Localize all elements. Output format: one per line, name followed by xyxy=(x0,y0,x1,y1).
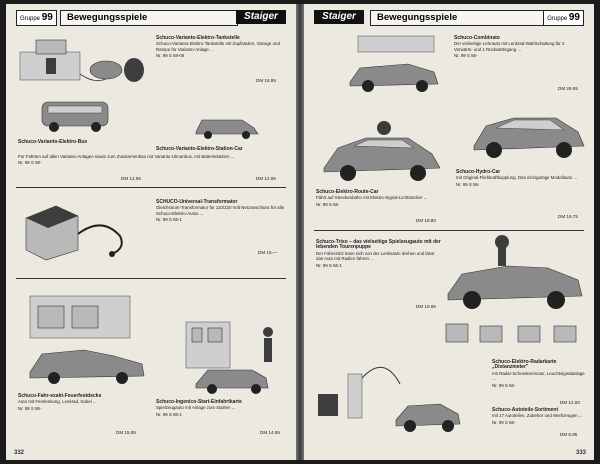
route-car-image xyxy=(318,116,448,186)
divider xyxy=(16,278,286,279)
item-block: Schuco-Varianto-Elektro-Station-Car xyxy=(156,146,243,152)
item-price: DM 14.95 xyxy=(260,430,280,435)
item-block: Schuco-Autoteile-Sortiment mit 17 Autoteilen, Zubehör und Werkzeugen ... Nr. 99 S 56- xyxy=(492,407,583,425)
item-block: Schuco-Fahr-exakt-Feuerfestdecke Auto mit Fernlenkung, Lenkrad, Kabel ... Nr. 99 S 86- xyxy=(18,393,102,411)
item-description: Für Fahrten auf allen Varianto-Anlagen sowie zum Zusammenbau mit Varianto-Ulrnanbox, mit Batteriekästen ... Nr. 99 S 58- xyxy=(18,154,235,166)
item-block: Schuco-Trixo – das vielseitige Spielzeugauto mit der lebenden Tourenpuppe Der Fahrersitz kann sich von der Lenksäule drehen und lässt das Auto mit Radien fahren ... Nr. 99 S 56-1 xyxy=(316,239,441,268)
group-box: Gruppe 99 xyxy=(543,10,584,26)
boxed-car-image xyxy=(24,294,152,390)
item-block: Schuco-Varianto-Elektro-Bus xyxy=(18,139,88,145)
bus-toy-image xyxy=(36,96,114,136)
staiger-logo: Staiger xyxy=(314,10,364,24)
group-box: Gruppe 99 xyxy=(16,10,57,26)
item-price: DM 12.95 xyxy=(256,176,276,181)
right-page xyxy=(304,4,594,460)
item-block: Schuco-Ingenico-Start-Einfahrtkarte Spielzeugauto mit Anlage zum Starten ... Nr. 99 S 86-1 xyxy=(156,399,242,417)
left-page xyxy=(6,4,296,460)
item-block: Schuco-Elektro-Radarkarte „Distanzmeter" mit Radar-Schrankenmotor, Leuchtsignalanlage ... Nr. 99 S 56- xyxy=(492,359,585,388)
item-price: DM 15.95 xyxy=(116,430,136,435)
page-number: 333 xyxy=(575,450,586,456)
item-price: DM 8.95 xyxy=(560,432,578,437)
right-page-header xyxy=(314,10,584,26)
item-block: SCHUCO-Universal-Transformator Gleichstrom-Transformator für 110/220 Volt Netzanschluss für alle Schuco-Elektro-Autos ... Nr. 99 S 65-1 xyxy=(156,199,285,223)
divider xyxy=(16,187,286,188)
radar-set-image xyxy=(314,354,464,444)
page-title: Bewegungsspiele xyxy=(60,10,238,26)
catalog-spread xyxy=(6,4,594,460)
convertible-toy-image xyxy=(344,34,444,94)
station-car-toy-image xyxy=(192,112,262,142)
item-block: Schuco-Hydro-Car mit Original-Fliehkraftkupplung. Das einzigartige Modellauto ... Nr. 99 S 56- xyxy=(456,169,578,187)
gas-station-toy-image xyxy=(16,34,156,90)
item-block: Schuco-Varianto-Elektro-Tankstelle Schuco-Varianto-Elektro-Tankstelle mit Zapfsäulen, Garage und Rampe für Varianto-Anlage ... Nr. 99 S 58-06 xyxy=(156,35,280,59)
hydro-car-image xyxy=(470,100,588,166)
item-price: DM 18.95 xyxy=(256,78,276,83)
transformer-image xyxy=(16,196,136,266)
trixo-car-image xyxy=(444,230,588,350)
item-price: DM 18.80 xyxy=(416,218,436,223)
item-price: DM 16.75 xyxy=(558,214,578,219)
item-price: DM 16.— xyxy=(258,250,278,255)
item-price: DM 19.95 xyxy=(416,304,436,309)
page-number: 332 xyxy=(14,450,25,456)
item-block: Schuco-Combinato Der vielseitige Lehrauto mit Lenkrad-Wahlschaltung für 2 Vorwärts- und 1 Rückwärtsgang ... Nr. 99 S 56- xyxy=(454,35,565,59)
start-set-image xyxy=(156,318,286,398)
item-price: DM 12.95 xyxy=(121,176,141,181)
staiger-logo: Staiger xyxy=(236,10,286,24)
book-gutter xyxy=(296,4,304,460)
item-block: Schuco-Elektro-Route-Car Fährt auf Streckenbahn mit Elektro-Signal-Lichtstecker ... Nr. 99 S 56- xyxy=(316,189,428,207)
item-price: DM 12.00 xyxy=(560,400,580,405)
left-page-header xyxy=(16,10,286,26)
page-title: Bewegungsspiele xyxy=(370,10,544,26)
item-price: DM 29.95 xyxy=(558,86,578,91)
